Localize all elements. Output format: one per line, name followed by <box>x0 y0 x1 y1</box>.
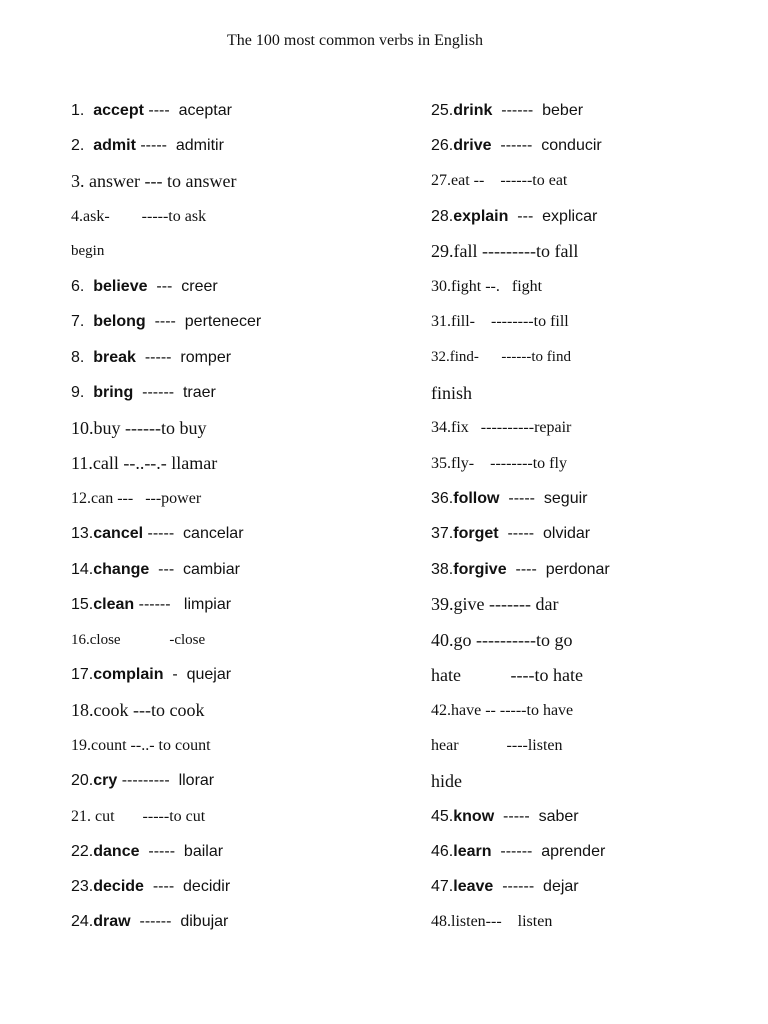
verb-row <box>431 375 761 410</box>
verb-word: eat <box>451 172 470 190</box>
verb-row <box>431 128 761 163</box>
verb-translation: -- ------to eat <box>469 172 568 190</box>
verb-translation: ---to cook <box>128 700 205 721</box>
verb-word: believe <box>93 278 148 296</box>
verb-word: follow <box>453 489 500 507</box>
verb-row <box>431 658 761 693</box>
verb-word: decide <box>93 878 144 896</box>
right-column <box>431 93 761 940</box>
verb-translation: ----- olvidar <box>498 525 591 543</box>
verb-word: know <box>453 807 495 825</box>
verb-number: 11. <box>71 453 93 474</box>
verb-row <box>71 834 411 869</box>
verb-word: buy <box>93 417 121 438</box>
verb-translation: --- explicar <box>508 207 598 225</box>
verb-word: fall <box>453 241 478 262</box>
verb-word: fly <box>451 454 469 472</box>
verb-word: leave <box>453 878 494 896</box>
verb-number: 17. <box>71 666 94 684</box>
verb-row <box>431 693 761 728</box>
verb-row <box>431 834 761 869</box>
verb-translation: ----- bailar <box>139 842 224 860</box>
verb-word: hate <box>431 664 461 685</box>
verb-word: forgive <box>453 560 507 578</box>
verb-number: 10. <box>71 417 94 438</box>
verb-translation: ---- perdonar <box>506 560 610 578</box>
verb-row <box>71 128 411 163</box>
verb-word: cut <box>95 807 115 825</box>
verb-word: break <box>93 348 136 366</box>
verb-number: 45. <box>431 807 454 825</box>
verb-number: 24. <box>71 913 94 931</box>
verb-translation: -----to cut <box>114 807 206 825</box>
verb-word: go <box>453 629 472 650</box>
verb-row <box>71 234 411 269</box>
verb-number: 32. <box>431 349 450 366</box>
verb-word: call <box>92 453 119 474</box>
verb-word: admit <box>93 136 136 154</box>
verb-number: 8. <box>71 348 94 366</box>
verb-translation: ------ conducir <box>491 136 602 154</box>
verb-row <box>71 622 411 657</box>
verb-translation: -- -----to have <box>481 701 574 719</box>
verb-number: 22. <box>71 842 94 860</box>
verb-number: 48. <box>431 913 451 931</box>
verb-translation: --------- llorar <box>117 772 215 790</box>
verb-number: 19. <box>71 736 91 754</box>
verb-number: 35. <box>431 454 451 472</box>
verb-word: can <box>91 489 114 507</box>
verb-number: 23. <box>71 878 94 896</box>
verb-word: finish <box>431 382 473 403</box>
verb-word: fix <box>451 419 469 437</box>
verb-translation: ----- romper <box>135 348 232 366</box>
verb-number: 13. <box>71 525 94 543</box>
verb-number: 1. <box>71 101 94 119</box>
verb-row <box>431 905 761 940</box>
verb-row <box>71 658 411 693</box>
verb-row <box>71 269 411 304</box>
verb-word: accept <box>93 101 144 119</box>
verb-translation: --..--.- llamar <box>118 453 218 474</box>
verb-word: bring <box>93 384 134 402</box>
verb-row <box>431 517 761 552</box>
verb-row <box>431 764 761 799</box>
verb-translation: ------to buy <box>120 417 207 438</box>
verb-row <box>71 481 411 516</box>
verb-row <box>71 411 411 446</box>
verb-number: 21. <box>71 807 95 825</box>
verb-translation: ---- pertenecer <box>145 313 262 331</box>
verb-word: hide <box>431 770 462 791</box>
verb-row <box>71 446 411 481</box>
verb-row <box>71 693 411 728</box>
verb-row <box>431 199 761 234</box>
verb-row <box>431 728 761 763</box>
verb-translation: --..- to count <box>126 736 211 754</box>
verb-row <box>71 728 411 763</box>
verb-word: listen <box>451 913 486 931</box>
verb-number: 29. <box>431 241 454 262</box>
verb-row <box>71 305 411 340</box>
verb-number: 31. <box>431 313 451 331</box>
verb-translation: ----- saber <box>494 807 579 825</box>
verb-word: ask <box>83 207 105 225</box>
verb-row <box>431 799 761 834</box>
verb-row <box>71 764 411 799</box>
verb-number: 14. <box>71 560 94 578</box>
verb-row <box>71 552 411 587</box>
verb-translation: ----listen <box>458 736 563 754</box>
verb-word: hear <box>431 736 459 754</box>
verb-word: have <box>451 701 482 719</box>
verb-word: begin <box>71 243 105 260</box>
verb-number: 7. <box>71 313 94 331</box>
verb-number: 47. <box>431 878 454 896</box>
verb-row <box>431 870 761 905</box>
verb-translation: ---- decidir <box>143 878 231 896</box>
verb-word: count <box>91 736 127 754</box>
verb-translation: ------ limpiar <box>134 595 232 613</box>
verb-number: 28. <box>431 207 454 225</box>
verb-row <box>431 269 761 304</box>
verb-row <box>71 164 411 199</box>
verb-row <box>71 799 411 834</box>
left-column <box>71 93 411 940</box>
verb-translation: - quejar <box>163 666 232 684</box>
verb-translation: ------ dejar <box>493 878 579 896</box>
verb-row <box>71 340 411 375</box>
verb-row <box>71 870 411 905</box>
verb-number: 27. <box>431 172 451 190</box>
verb-word: explain <box>453 207 509 225</box>
verb-number: 25. <box>431 101 454 119</box>
verb-translation: ----------to go <box>471 629 573 650</box>
verb-word: drink <box>453 101 493 119</box>
verb-row <box>71 587 411 622</box>
verb-row <box>71 93 411 128</box>
verb-translation: ---------to fall <box>477 241 579 262</box>
verb-row <box>431 481 761 516</box>
verb-word: fill <box>451 313 470 331</box>
verb-number: 16. <box>71 631 90 648</box>
verb-translation: ----to hate <box>460 664 583 685</box>
verb-number: 4. <box>71 207 83 225</box>
verb-row <box>431 552 761 587</box>
verb-word: learn <box>453 842 492 860</box>
verb-translation: ----------repair <box>468 419 572 437</box>
verb-number: 34. <box>431 419 451 437</box>
verb-translation: ------ aprender <box>491 842 606 860</box>
verb-word: drive <box>453 136 492 154</box>
verb-word: cook <box>93 700 129 721</box>
verb-number: 40. <box>431 629 454 650</box>
verb-row <box>431 622 761 657</box>
verb-row <box>431 340 761 375</box>
verb-translation: --- creer <box>147 278 218 296</box>
verb-translation: - ------to find <box>473 349 571 366</box>
verb-translation: ------ traer <box>133 384 216 402</box>
verb-number: 42. <box>431 701 451 719</box>
verb-row <box>431 411 761 446</box>
verb-word: answer <box>89 170 140 191</box>
verb-translation: ------ beber <box>492 101 584 119</box>
verb-translation: - -----to ask <box>104 207 207 225</box>
verb-word: change <box>93 560 150 578</box>
verb-number: 2. <box>71 136 94 154</box>
verb-translation: - --------to fill <box>469 313 569 331</box>
verb-row <box>71 199 411 234</box>
verb-row <box>431 164 761 199</box>
verb-number: 39. <box>431 594 454 615</box>
verb-word: complain <box>93 666 164 684</box>
verb-translation: --- ---power <box>113 489 202 507</box>
verb-translation: --- cambiar <box>149 560 240 578</box>
verb-word: fight <box>451 278 482 296</box>
verb-translation: --. fight <box>481 278 543 296</box>
verb-translation: -close <box>120 631 206 648</box>
verb-word: forget <box>453 525 499 543</box>
verb-translation: ----- cancelar <box>143 525 244 543</box>
verb-translation: ------ dibujar <box>130 913 229 931</box>
verb-word: clean <box>93 595 135 613</box>
verb-row <box>71 375 411 410</box>
verb-number: 30. <box>431 278 451 296</box>
verb-translation: --- listen <box>485 913 553 931</box>
verb-translation: ----- seguir <box>499 489 588 507</box>
verb-word: cry <box>93 772 118 790</box>
verb-number: 3. <box>71 170 89 191</box>
verb-word: find <box>449 349 474 366</box>
verb-number: 12. <box>71 489 91 507</box>
verb-word: dance <box>93 842 140 860</box>
verb-row <box>431 234 761 269</box>
verb-number: 6. <box>71 278 94 296</box>
verb-number: 15. <box>71 595 94 613</box>
verb-row <box>431 587 761 622</box>
verb-number: 37. <box>431 525 454 543</box>
verb-word: belong <box>93 313 146 331</box>
verb-number: 36. <box>431 489 454 507</box>
verb-number: 9. <box>71 384 94 402</box>
verb-number: 46. <box>431 842 454 860</box>
verb-word: cancel <box>93 525 144 543</box>
verb-translation: ---- aceptar <box>143 101 232 119</box>
verb-translation: - --------to fly <box>468 454 567 472</box>
page-title: The 100 most common verbs in English <box>227 32 483 49</box>
verb-translation: --- to answer <box>139 170 237 191</box>
verb-number: 26. <box>431 136 454 154</box>
verb-row <box>431 446 761 481</box>
verb-translation: ----- admitir <box>135 136 224 154</box>
verb-word: draw <box>93 913 131 931</box>
verb-number: 38. <box>431 560 454 578</box>
verb-word: close <box>89 631 121 648</box>
verb-row <box>71 905 411 940</box>
verb-row <box>431 93 761 128</box>
verb-word: give <box>453 594 485 615</box>
verb-translation: ------- dar <box>484 594 559 615</box>
verb-number: 18. <box>71 700 94 721</box>
verb-number: 20. <box>71 772 94 790</box>
verb-row <box>71 517 411 552</box>
verb-row <box>431 305 761 340</box>
